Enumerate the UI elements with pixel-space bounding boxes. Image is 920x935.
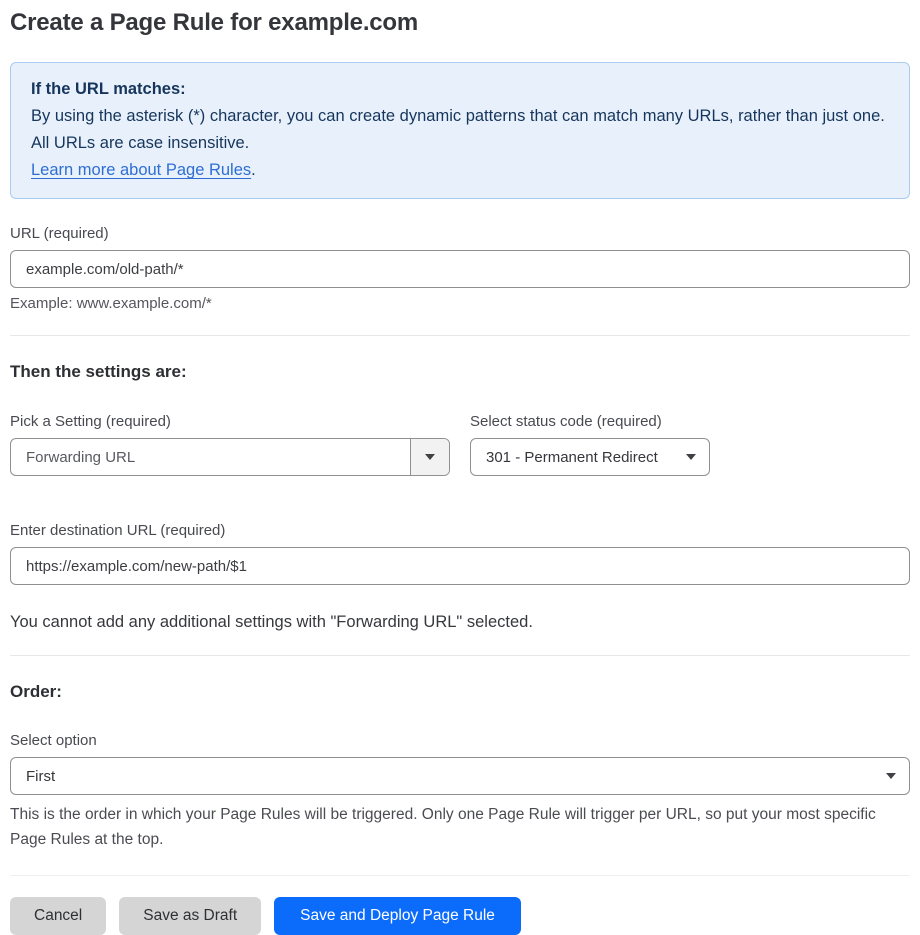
order-helper-text: This is the order in which your Page Rules will be triggered. Only one Page Rule will trigger per URL, so put your most specific Page Rules at the top. — [10, 806, 876, 848]
setting-select[interactable] — [10, 438, 450, 476]
create-page-rule-form — [0, 9, 920, 935]
divider — [10, 875, 910, 876]
settings-section-heading: Then the settings are: — [10, 362, 187, 381]
save-as-draft-button[interactable]: Save as Draft — [119, 897, 261, 935]
settings-row — [10, 413, 910, 476]
divider — [10, 335, 910, 336]
order-select[interactable] — [10, 757, 910, 795]
order-select-label: Select option — [10, 732, 97, 749]
url-match-info-box — [10, 62, 910, 199]
status-select-value: 301 - Permanent Redirect — [486, 448, 658, 466]
destination-field-label: Enter destination URL (required) — [10, 522, 226, 539]
order-select-value: First — [26, 767, 56, 785]
destination-field-group — [10, 522, 910, 585]
setting-select-arrow-button[interactable] — [410, 439, 449, 475]
order-section-heading: Order: — [10, 682, 62, 701]
learn-more-link[interactable]: Learn more about Page Rules — [31, 161, 252, 179]
cancel-button[interactable]: Cancel — [10, 897, 106, 935]
setting-field-label: Pick a Setting (required) — [10, 413, 171, 430]
info-box-heading: If the URL matches: — [31, 80, 186, 98]
url-field-helper: Example: www.example.com/* — [10, 295, 212, 312]
chevron-down-icon — [425, 454, 435, 460]
status-code-select[interactable] — [470, 438, 710, 476]
chevron-down-icon — [686, 454, 696, 460]
chevron-down-icon — [886, 773, 896, 779]
url-field-group — [10, 225, 910, 312]
order-select-arrow — [886, 773, 909, 779]
form-actions — [10, 897, 910, 935]
status-select-arrow — [686, 454, 709, 460]
forwarding-url-note: You cannot add any additional settings with "Forwarding URL" selected. — [10, 613, 533, 631]
page-title: Create a Page Rule for example.com — [10, 9, 419, 36]
setting-field-group — [10, 413, 450, 476]
order-field-group — [10, 732, 910, 852]
destination-url-input[interactable] — [10, 547, 910, 585]
url-field-label: URL (required) — [10, 225, 109, 242]
divider — [10, 655, 910, 656]
link-period: . — [251, 161, 256, 179]
info-box-body: By using the asterisk (*) character, you can create dynamic patterns that can match many URLs, rather than just one. All URLs are case insensitive. — [31, 107, 885, 152]
setting-select-value: Forwarding URL — [26, 448, 136, 466]
url-input[interactable] — [10, 250, 910, 288]
save-and-deploy-button[interactable]: Save and Deploy Page Rule — [274, 897, 521, 935]
info-box-footer — [31, 157, 889, 184]
status-field-label: Select status code (required) — [470, 413, 662, 430]
status-field-group — [470, 413, 710, 476]
